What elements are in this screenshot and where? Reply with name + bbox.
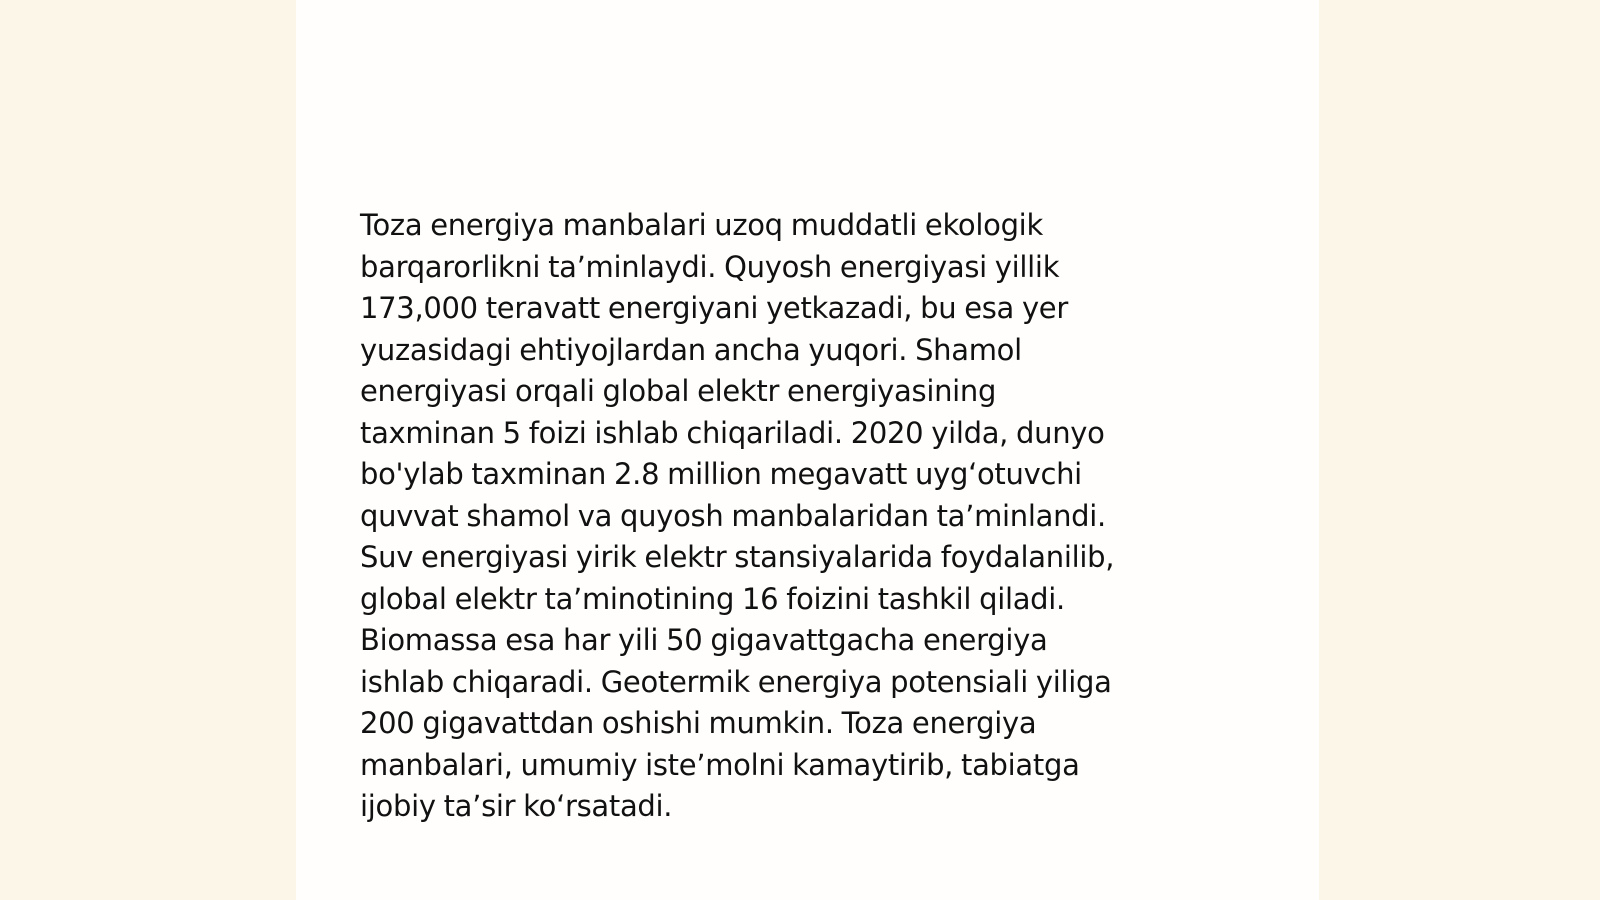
document-page: [296, 0, 1319, 900]
paragraph-line: taxminan 5 foizi ishlab chiqariladi. 2020 yilda, dunyo: [360, 415, 1105, 450]
paragraph-line: quvvat shamol va quyosh manbalaridan ta’minlandi.: [360, 498, 1106, 533]
body-paragraph: [360, 205, 1230, 828]
paragraph-line: yuzasidagi ehtiyojlardan ancha yuqori. Shamol: [360, 332, 1022, 367]
paragraph-line: ijobiy ta’sir ko‘rsatadi.: [360, 789, 673, 823]
paragraph-line: Suv energiyasi yirik elektr stansiyalarida foydalanilib,: [360, 540, 1115, 574]
paragraph-line: Biomassa esa har yili 50 gigavattgacha energiya: [360, 623, 1048, 657]
paragraph-line: Toza energiya manbalari uzoq muddatli ekologik: [360, 208, 1043, 242]
paragraph-line: ishlab chiqaradi. Geotermik energiya potensiali yiliga: [360, 664, 1112, 699]
paragraph-line: global elektr ta’minotining 16 foizini tashkil qiladi.: [360, 581, 1065, 616]
paragraph-line: bo'ylab taxminan 2.8 million megavatt uyg‘otuvchi: [360, 457, 1082, 491]
paragraph-line: barqarorlikni ta’minlaydi. Quyosh energiyasi yillik: [360, 249, 1060, 284]
paragraph-line: manbalari, umumiy iste’molni kamaytirib, tabiatga: [360, 747, 1080, 782]
paragraph-line: 173,000 teravatt energiyani yetkazadi, bu esa yer: [360, 291, 1068, 325]
paragraph-line: energiyasi orqali global elektr energiyasining: [360, 374, 997, 408]
paragraph-line: 200 gigavattdan oshishi mumkin. Toza energiya: [360, 706, 1037, 740]
